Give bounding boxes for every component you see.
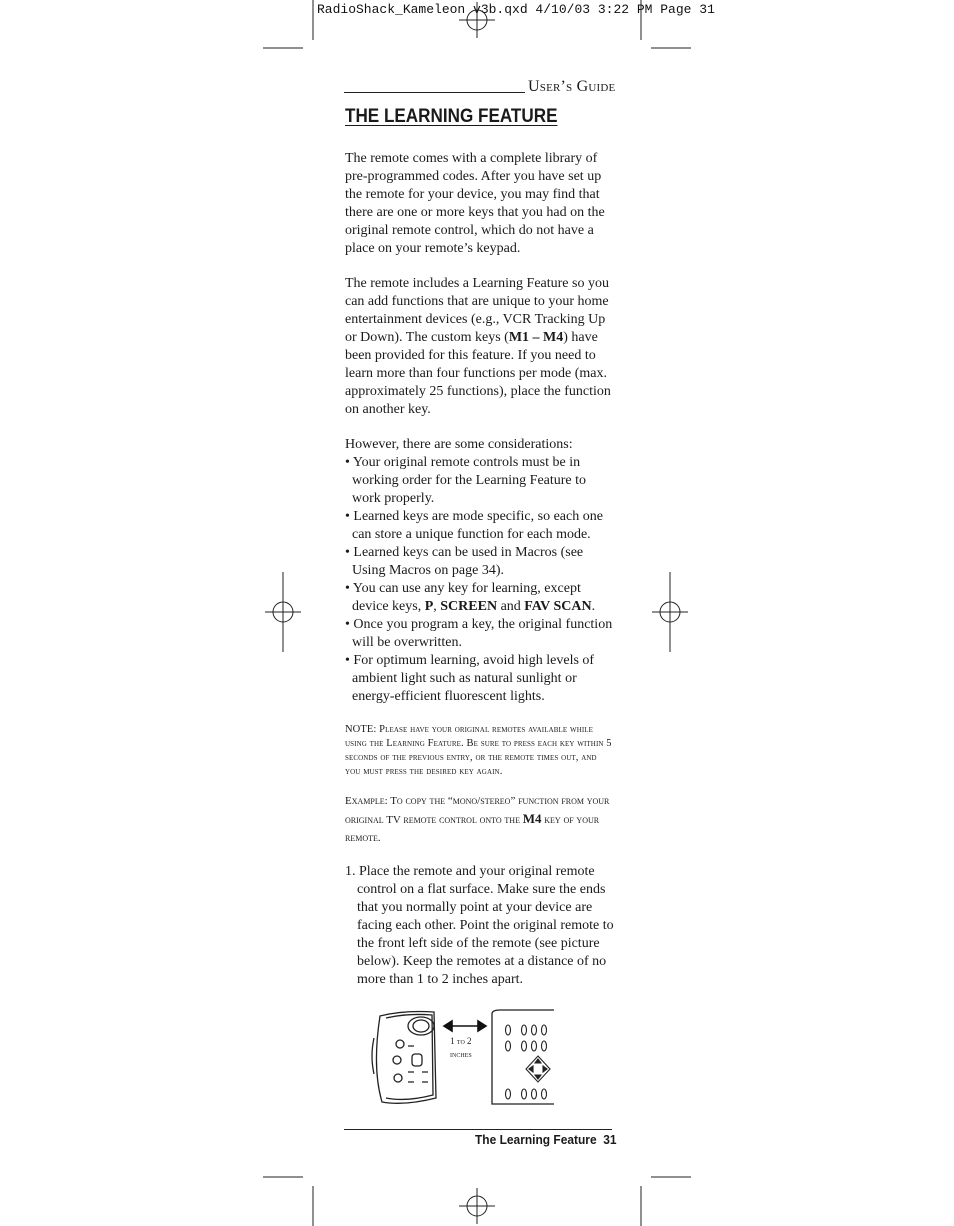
footer [475, 1132, 617, 1147]
note: NOTE: Please have your original remotes available while using the Learning Feature. Be sure to press each key within 5 seconds of the previous entry, or the remote times out, and you must press the desired key again. [345, 724, 612, 777]
distance-label: 1 to 2 inches [450, 1036, 472, 1059]
para-text: The remote includes a Learning Feature so you can add functions that are unique to your home entertainment devices (e.g., VCR Tracking Up or Down). The custom keys ( [345, 276, 609, 345]
list-item: • Learned keys are mode specific, so each one can store a unique function for each mode. [345, 508, 613, 544]
custom-keys: M1 – M4 [508, 330, 564, 345]
print-slug: RadioShack_Kameleon v3b.qxd 4/10/03 3:22 PM Page 31 [317, 2, 715, 17]
intro-paragraph: The remote comes with a complete library of pre-programmed codes. After you have set up the remote for your device, you may find that there are one or more keys that you had on the original remote control, which do not have a place on your remote’s keypad. [345, 151, 605, 256]
list-item: • Learned keys can be used in Macros (see Using Macros on page 34). [345, 544, 613, 580]
considerations [345, 436, 613, 706]
learning-paragraph [345, 275, 613, 419]
body-text [345, 150, 613, 258]
header-rule [344, 92, 525, 93]
m4-key: M4 [522, 811, 542, 826]
footer-title: The Learning Feature [475, 1132, 597, 1147]
step-1: 1. Place the remote and your original remote control on a flat surface. Make sure the ends that you normally point at your device are facing each other. Point the original remote to the front left side of the remote (see picture below). Keep the remotes at a distance of no more than 1 to 2 inches apart. [345, 864, 614, 987]
list-item: • For optimum learning, avoid high levels of ambient light such as natural sunlight or energy-efficient fluorescent lights. [345, 652, 613, 706]
page-title: THE LEARNING FEATURE [345, 106, 558, 127]
list-item: • Once you program a key, the original function will be overwritten. [345, 616, 613, 652]
considerations-list [345, 454, 613, 706]
example: Example: To copy the “mono/stereo” function from your original TV remote control onto the M4 key of your remote. [345, 795, 610, 844]
running-header: User’s Guide [528, 78, 616, 95]
para-text: ) have been provided for this feature. If you need to learn more than four functions per mode (max. approximately 25 functions), place the function on another key. [345, 330, 611, 417]
list-item: • Your original remote controls must be in working order for the Learning Feature to work properly. [345, 454, 613, 508]
list-item: • You can use any key for learning, except device keys, P, SCREEN and FAV SCAN. [345, 580, 613, 616]
footer-rule [344, 1129, 612, 1130]
page-number: 31 [603, 1132, 617, 1147]
considerations-intro: However, there are some considerations: [345, 437, 573, 452]
